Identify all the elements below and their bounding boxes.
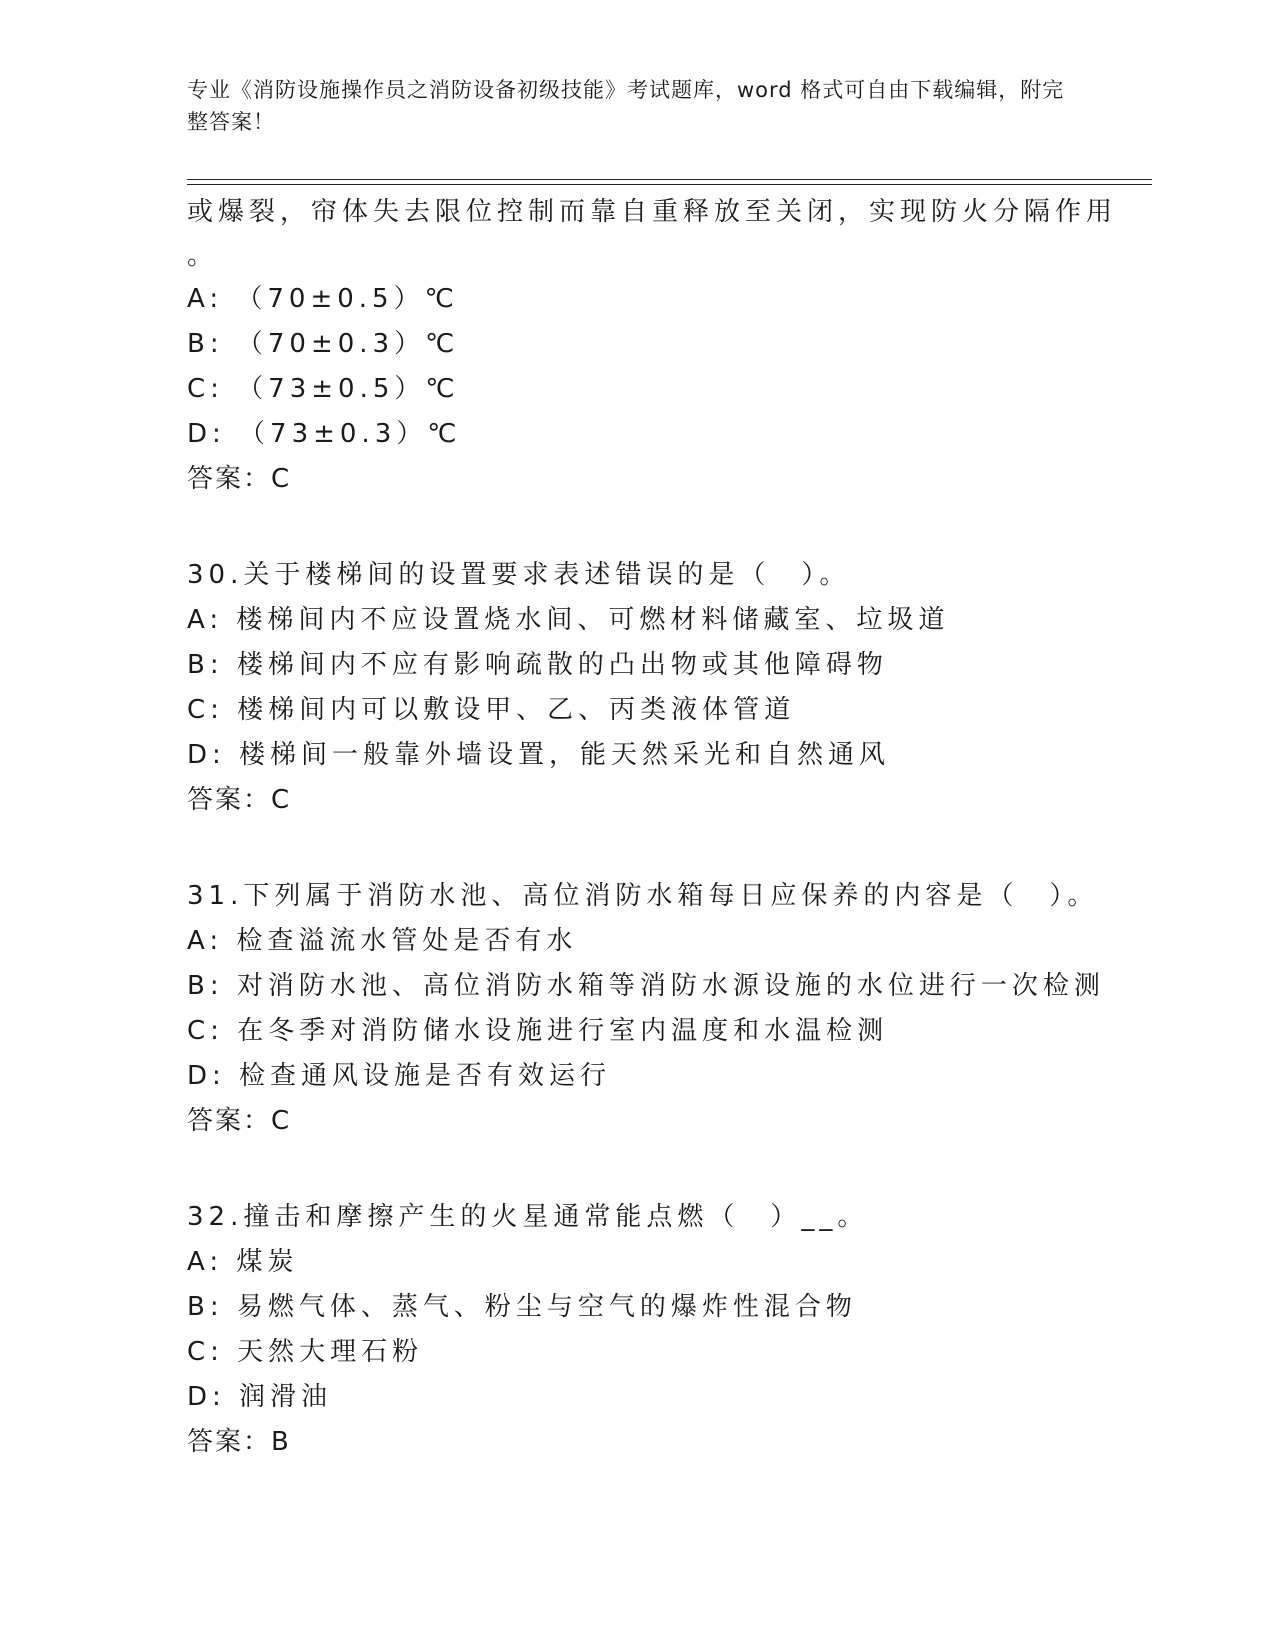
question-spacer bbox=[187, 502, 1087, 553]
option-a: A: 楼梯间内不应设置烧水间、可燃材料储藏室、垃圾道 bbox=[187, 605, 950, 635]
option-b: B: 易燃气体、蒸气、粉尘与空气的爆炸性混合物 bbox=[187, 1292, 857, 1322]
question-spacer bbox=[187, 823, 1087, 874]
option-b: B: （70±0.3）℃ bbox=[187, 329, 460, 359]
option-c: C: 天然大理石粉 bbox=[187, 1337, 424, 1367]
option-a: A: 煤炭 bbox=[187, 1247, 299, 1277]
option-c: C: （73±0.5）℃ bbox=[187, 374, 460, 404]
option-d: D: 楼梯间一般靠外墙设置，能天然采光和自然通风 bbox=[187, 740, 891, 770]
question-stem-continuation: 或爆裂，帘体失去限位控制而靠自重释放至关闭，实现防火分隔作用 bbox=[187, 197, 1118, 227]
question-stem: 31.下列属于消防水池、高位消防水箱每日应保养的内容是（ ）。 bbox=[187, 881, 1099, 911]
option-d: D: （73±0.3）℃ bbox=[187, 419, 462, 449]
question-stem-end: 。 bbox=[187, 241, 214, 271]
header-divider-top bbox=[187, 179, 1152, 180]
answer: 答案：C bbox=[187, 1106, 292, 1136]
option-b: B: 楼梯间内不应有影响疏散的凸出物或其他障碍物 bbox=[187, 650, 888, 680]
question-stem: 32.撞击和摩擦产生的火星通常能点燃（ ）__。 bbox=[187, 1202, 869, 1232]
answer: 答案：C bbox=[187, 785, 292, 815]
question-31 bbox=[187, 874, 1105, 1144]
header-divider-bottom bbox=[187, 184, 1152, 185]
option-d: D: 润滑油 bbox=[187, 1382, 333, 1412]
question-29-continuation bbox=[187, 190, 1118, 502]
answer: 答案：B bbox=[187, 1427, 291, 1457]
option-d: D: 检查通风设施是否有效运行 bbox=[187, 1061, 612, 1091]
option-a: A: 检查溢流水管处是否有水 bbox=[187, 926, 578, 956]
question-30 bbox=[187, 553, 1087, 823]
option-c: C: 楼梯间内可以敷设甲、乙、丙类液体管道 bbox=[187, 695, 796, 725]
option-c: C: 在冬季对消防储水设施进行室内温度和水温检测 bbox=[187, 1016, 889, 1046]
question-spacer bbox=[187, 1144, 1087, 1195]
option-b: B: 对消防水池、高位消防水箱等消防水源设施的水位进行一次检测 bbox=[187, 971, 1105, 1001]
question-32 bbox=[187, 1195, 1087, 1465]
question-list bbox=[187, 190, 1118, 1465]
question-stem: 30.关于楼梯间的设置要求表述错误的是（ ）。 bbox=[187, 560, 851, 590]
page-header: 专业《消防设施操作员之消防设备初级技能》考试题库，word 格式可自由下载编辑，附完整答案！ bbox=[187, 78, 1065, 134]
answer: 答案：C bbox=[187, 464, 292, 494]
option-a: A: （70±0.5）℃ bbox=[187, 284, 459, 314]
